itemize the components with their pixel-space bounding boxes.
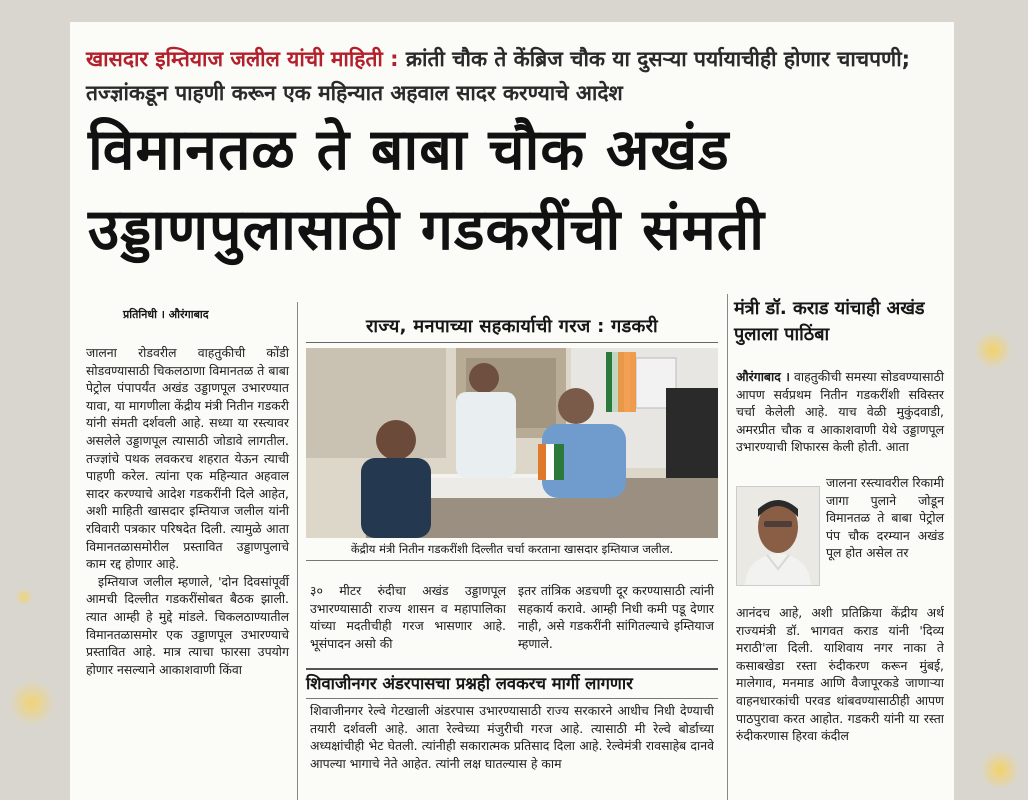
kicker-red-label: खासदार इम्तियाज जलील यांची माहिती : xyxy=(86,47,399,71)
kicker-text: क्रांती चौक ते केंब्रिज चौक या दुसऱ्या पर्यायाचीही होणार चाचपणी; तज्ज्ञांकडून पाहणी करून एक महिन्यात अहवाल सादर करण्याचे आदेश xyxy=(86,47,911,105)
kicker xyxy=(86,42,946,110)
headline-line-2: उड्डाणपुलासाठी गडकरींची संमती xyxy=(88,197,766,263)
sidebar-column-beside-portrait xyxy=(826,474,944,562)
sidebar-column-bottom xyxy=(736,604,944,800)
portrait-illustration xyxy=(737,487,819,585)
main-headline xyxy=(88,110,948,270)
photo-headline: राज्य, मनपाच्या सहकार्याची गरज : गडकरी xyxy=(306,312,718,343)
byline: प्रतिनिधी । औरंगाबाद xyxy=(123,308,209,321)
paragraph: शिवाजीनगर रेल्वे गेटखाली अंडरपास उभारण्यासाठी राज्य सरकारने आधीच निधी देण्याची तयारी दर्शवली आहे. आता रेल्वेच्या मंजुरीची गरज आहे. त्यासाठी मी रेल्वे बोर्डाच्या अध्यक्षांचीही भेट घेतली. त्यांनीही सकारात्मक प्रतिसाद दिला आहे. रेल्वेमंत्री रावसाहेब दानवे आपल्या भागाचे नेते आहेत. त्यांनी लक्ष घातल्यास हे काम xyxy=(310,703,714,771)
sidebar-headline: मंत्री डॉ. कराड यांचाही अखंड पुलाला पाठिंबा xyxy=(734,298,925,345)
sidebar-column-top xyxy=(736,368,944,456)
article-column-1 xyxy=(86,344,289,800)
column-divider xyxy=(727,294,728,800)
article-column-3 xyxy=(518,582,714,652)
portrait-photo xyxy=(736,486,820,586)
subsection-body xyxy=(310,702,714,800)
paragraph: इम्तियाज जलील म्हणाले, 'दोन दिवसांपूर्वी आमची दिल्लीत गडकरींसोबत बैठक झाली. त्यात आम्ही हे मुद्दे मांडले. चिकलठाण्यातील विमानतळासमोर एक उड्डाणपूल उभारण्याचे प्रस्तावित आहे. मात्र त्याचा फारसा उपयोग होणार नसल्याने आकाशवाणी किंवा xyxy=(86,573,289,677)
paragraph: ३० मीटर रुंदीचा अखंड उड्डाणपूल उभारण्यासाठी राज्य शासन व महापालिका यांच्या मदतीचीही गरज भासणार आहे. भूसंपादन असो की xyxy=(310,583,506,651)
paragraph: जालना रस्त्यावरील रिकामी जागा पुलाने जोडून विमानतळ ते बाबा पेट्रोल पंप चौक दरम्यान अखंड पूल होत असेल तर xyxy=(826,475,944,561)
paragraph xyxy=(736,368,944,456)
news-photo xyxy=(306,348,718,538)
background-blur-spot xyxy=(975,330,1011,370)
column-divider xyxy=(297,302,298,800)
subsection-headline: शिवाजीनगर अंडरपासचा प्रश्नही लवकरच मार्गी लागणार xyxy=(306,668,718,699)
photo-caption: केंद्रीय मंत्री नितीन गडकरींशी दिल्लीत चर्चा करताना खासदार इम्तियाज जलील. xyxy=(306,541,718,561)
paragraph: जालना रोडवरील वाहतुकीची कोंडी सोडवण्यासाठी चिकलठाणा विमानतळ ते बाबा पेट्रोल पंपापर्यंत अखंड उड्डाणपूल उभारण्यात यावा, या मागणीला केंद्रीय मंत्री नितीन गडकरी यांनी संमती दर्शवली आहे. सध्या या रस्त्यावर असलेले उड्डाणपूल त्यासाठी जोडावे लागतील. तज्ज्ञांचे पथक लवकरच शहरात येऊन त्याची पाहणी करेल. त्यांना एक महिन्यात अहवाल सादर करण्याचे आदेश गडकरींनी दिले आहेत, अशी माहिती खासदार इम्तियाज जलील यांनी रविवारी पत्रकार परिषदेत दिली. त्यामुळे आता विमानतळासमोरील प्रस्तावित उड्डाणपुलाचे काम रद्द होणार आहे. xyxy=(86,345,289,572)
meeting-photo-illustration xyxy=(306,348,718,538)
headline-line-1: विमानतळ ते बाबा चौक अखंड xyxy=(88,117,730,183)
background-blur-spot xyxy=(15,588,33,606)
sidebar-text: वाहतुकीची समस्या सोडवण्यासाठी आपण सर्वप्रथम नितीन गडकरींशी सविस्तर चर्चा केलेली आहे. याच वेळी मुकुंदवाडी, अमरप्रीत चौक व आकाशवाणी येथे उड्डाणपूल उभारण्याची शिफारस केली होती. आता xyxy=(736,369,944,455)
paragraph: आनंदच आहे, अशी प्रतिक्रिया केंद्रीय अर्थ राज्यमंत्री डॉ. भागवत कराड यांनी 'दिव्य मराठी'ला दिली. याशिवाय नगर नाका ते कसाबखेडा रस्ता रुंदीकरण करून मुंबई, मालेगाव, मनमाड आणि वैजापूरकडे जाणाऱ्या वाहनधारकांची परवड थांबवण्यासाठीही आपण पाठपुरावा करत आहोत. गडकरी यांनी या रस्ता रुंदीकरणास हिरवा कंदील xyxy=(736,605,944,744)
sidebar-dateline: औरंगाबाद । xyxy=(736,369,790,384)
article-column-2 xyxy=(310,582,506,652)
newspaper-clipping xyxy=(70,22,954,800)
background-blur-spot xyxy=(8,680,56,726)
background-blur-spot xyxy=(980,750,1020,790)
paragraph: इतर तांत्रिक अडचणी दूर करण्यासाठी त्यांनी सहकार्य करावे. आम्ही निधी कमी पडू देणार नाही, असे गडकरींनी सांगितल्याचे इम्तियाज म्हणाले. xyxy=(518,583,714,651)
